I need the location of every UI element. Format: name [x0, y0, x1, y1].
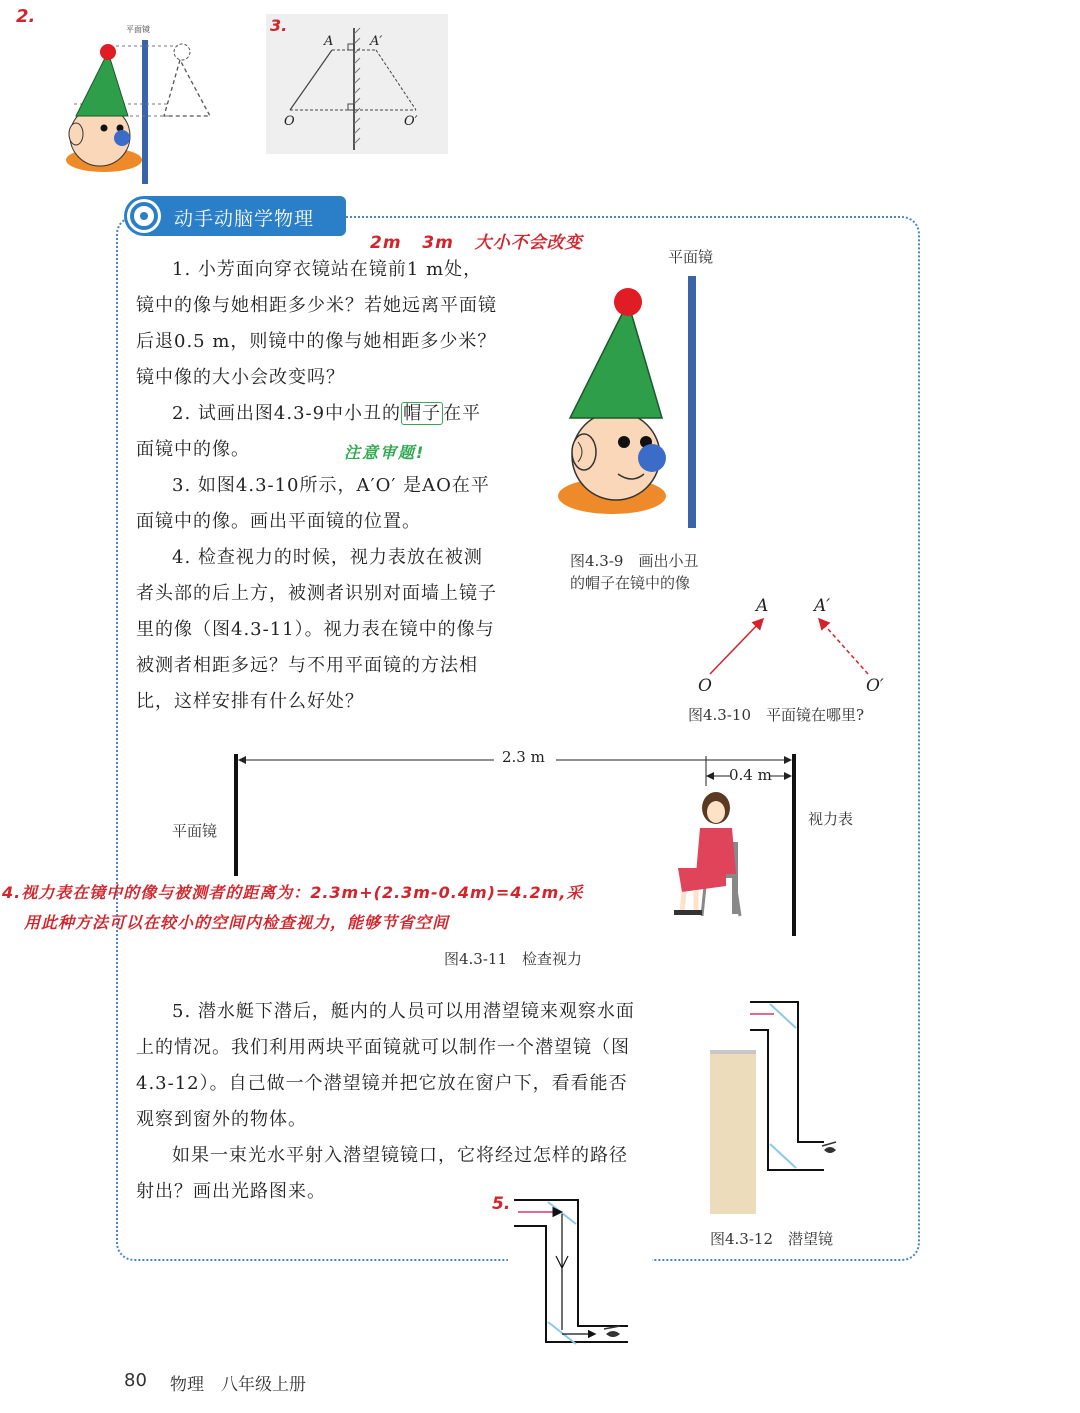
handwritten-answer-q1: 2m 3m 大小不会改变	[370, 233, 583, 253]
fig10-label-a-prime: A′	[814, 596, 831, 616]
fig11-distance-small: 0.4 m	[729, 766, 772, 784]
fig9-clown-drawing	[548, 270, 708, 540]
section-title-badge	[124, 196, 346, 236]
fig9-caption	[570, 550, 698, 594]
fig12-periscope-drawing	[700, 996, 860, 1218]
fig11-caption: 图4.3-11 检查视力	[444, 950, 583, 968]
question-2-text-b: 在平面镜中的像。	[136, 403, 482, 460]
fig3-label-o: O	[284, 114, 295, 129]
seated-girl-figure	[674, 792, 740, 916]
book-title: 物理 八年级上册	[170, 1375, 306, 1395]
fig9-mirror-label: 平面镜	[668, 248, 714, 266]
fig11-chart-label: 视力表	[808, 810, 854, 828]
handwritten-label-2: 2.	[16, 6, 36, 27]
handwritten-note-q2: 注意审题!	[344, 443, 426, 462]
fig9-caption-line1: 图4.3-9 画出小丑	[570, 552, 699, 570]
question-5-block	[136, 994, 640, 1210]
section-icon	[126, 198, 162, 234]
handwritten-label-5: 5.	[492, 1194, 511, 1214]
handwritten-answer-q4-line2: 用此种方法可以在较小的空间内检查视力，能够节省空间	[24, 913, 450, 932]
page-number: 80	[124, 1370, 147, 1391]
question-2-boxed-word: 帽子	[403, 403, 442, 424]
fig12-caption: 图4.3-12 潜望镜	[710, 1230, 834, 1248]
fig10-caption: 图4.3-10 平面镜在哪里?	[688, 706, 865, 724]
question-1: 1. 小芳面向穿衣镜站在镜前1 m处，镜中的像与她相距多少米？若她远离平面镜后退0.5 m，则镜中的像与她相距多少米？镜中像的大小会改变吗？	[136, 259, 497, 388]
fig9-caption-line2: 的帽子在镜中的像	[570, 574, 691, 592]
answer-fig3-image	[266, 14, 448, 154]
question-5-para-2: 如果一束光水平射入潜望镜镜口，它将经过怎样的路径射出？画出光路图来。	[136, 1145, 628, 1202]
small-mirror-label: 平面镜	[126, 25, 150, 34]
fig10-label-o-prime: O′	[866, 676, 884, 696]
fig3-label-a: A	[324, 34, 334, 49]
fig3-label-a-prime: A′	[370, 34, 383, 49]
fig11-mirror-label: 平面镜	[172, 822, 218, 840]
fig10-label-o: O	[698, 676, 712, 696]
handwritten-answer-q4-line1: 4.视力表在镜中的像与被测者的距离为：2.3m+(2.3m-0.4m)=4.2m,采	[2, 883, 584, 902]
question-4: 4. 检查视力的时候，视力表放在被测者头部的后上方，被测者识别对面墙上镜子里的像（图4.3-11）。视力表在镜中的像与被测者相距多远？与不用平面镜的方法相比，这样安排有什么好处？	[136, 547, 497, 712]
questions-block	[136, 252, 500, 720]
handwritten-label-3: 3.	[270, 16, 288, 35]
fig11-distance-total: 2.3 m	[494, 748, 553, 766]
question-2-text-a: 2. 试画出图4.3-9中小丑的	[172, 403, 402, 424]
question-5-para-1: 5. 潜水艇下潜后，艇内的人员可以用潜望镜来观察水面上的情况。我们利用两块平面镜就可以制作一个潜望镜（图4.3-12）。自己做一个潜望镜并把它放在窗户下，看看能否观察到窗外的物体。	[136, 1001, 635, 1130]
question-2	[136, 396, 500, 468]
section-title: 动手动脑学物理	[174, 208, 315, 230]
answer-clown-hat-image	[60, 14, 260, 184]
fig3-label-o-prime: O′	[404, 114, 418, 129]
fig10-label-a: A	[756, 596, 769, 616]
question-3: 3. 如图4.3-10所示，A′O′ 是AO在平面镜中的像。画出平面镜的位置。	[136, 475, 490, 532]
answer-5-periscope-drawing	[510, 1196, 634, 1348]
